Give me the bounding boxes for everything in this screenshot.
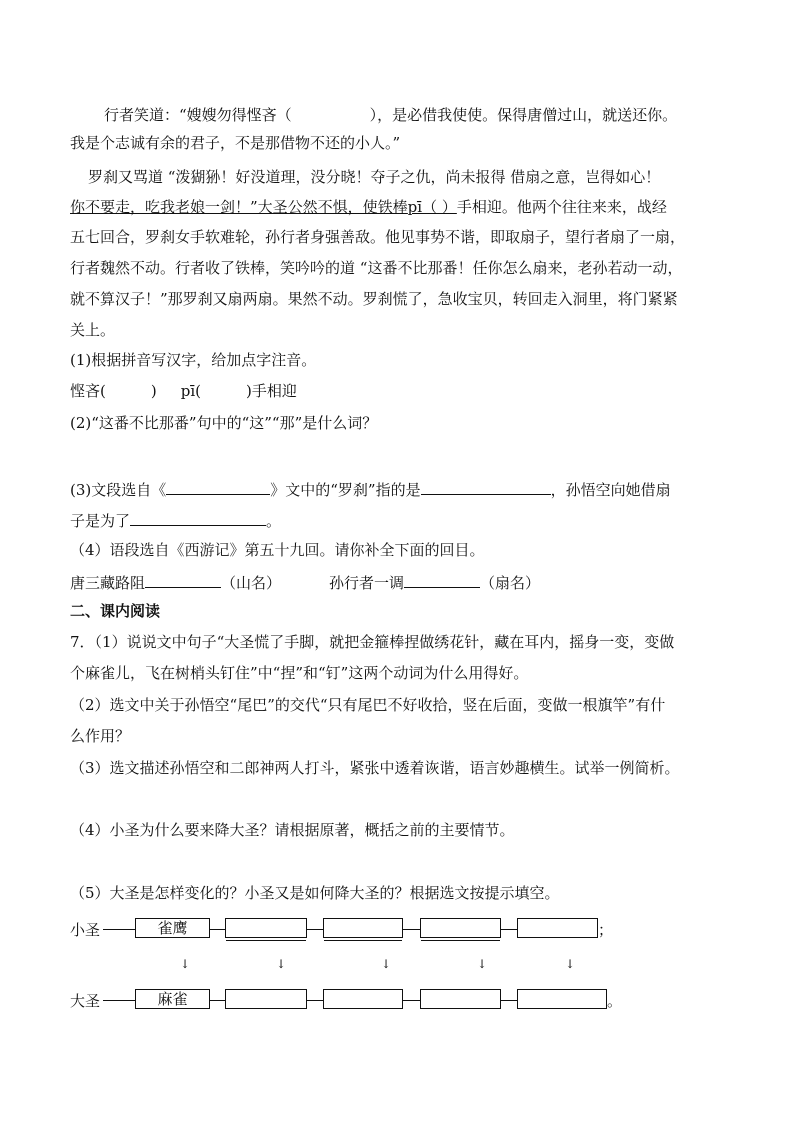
passage-line-8: 关上。 <box>70 321 116 339</box>
passage-line-4 <box>70 197 667 217</box>
section-heading: 二、课内阅读 <box>70 602 161 620</box>
passage-line-1 <box>104 103 677 125</box>
question-text: 唐三藏路阻 <box>70 574 146 592</box>
question-4: （4）语段选自《西游记》第五十九回。请你补全下面的回目。 <box>70 541 485 559</box>
question-7-4: （4）小圣为什么要来降大圣？请根据原著，概括之前的主要情节。 <box>70 821 515 839</box>
pinyin-blank[interactable]: pī（ ） <box>407 198 457 216</box>
down-arrow-icon: ↓ <box>477 957 488 971</box>
connector-line <box>403 1000 420 1001</box>
row1-box-4[interactable] <box>420 918 501 938</box>
row2-label: 大圣 <box>70 992 101 1010</box>
question-text: (3)文段选自《 <box>70 481 167 499</box>
question-7-1-line-1: 7．（1）说说文中句子“大圣慌了手脚，就把金箍棒捏做绣花针，藏在耳内，摇身一变，变做 <box>70 633 675 651</box>
row1-label: 小圣 <box>70 921 101 939</box>
question-7-5: （5）大圣是怎样变化的？小圣又是如何降大圣的？根据选文按提示填空。 <box>70 884 560 902</box>
passage-line-7: 就不算汉子！”那罗刹又扇两扇。果然不动。罗刹慌了，急收宝贝，转回走入洞里，将门紧紧 <box>70 290 678 308</box>
question-7-3: （3）选文描述孙悟空和二郎神两人打斗，紧张中透着诙谐，语言妙趣横生。试举一例简析。 <box>70 759 680 777</box>
question-2: (2)“这番不比那番”句中的“这”“那”是什么词？ <box>70 414 378 432</box>
row2-box-1: 麻雀 <box>135 989 210 1009</box>
question-text: （扇名） <box>480 574 541 592</box>
question-1: (1)根据拼音写汉字，给加点字注音。 <box>70 351 317 369</box>
passage-text: 行者笑道：“嫂嫂勿得悭吝（ <box>104 106 292 124</box>
underlined-text: 你不要走，吃我老娘一剑！”大圣公然不惧，使铁棒 <box>70 198 408 216</box>
row1-box-1: 雀鹰 <box>135 918 210 938</box>
down-arrow-icon: ↓ <box>381 957 392 971</box>
question-7-2-line-1: （2）选文中关于孙悟空“尾巴”的交代“只有尾巴不好收拾，竖在后面，变做一根旗竿”有什 <box>70 696 666 714</box>
row1-box-3[interactable] <box>323 918 403 938</box>
connector-line <box>103 1000 135 1001</box>
row2-end: 。 <box>607 992 623 1010</box>
answer-blank[interactable] <box>166 478 270 495</box>
connector-line <box>103 929 135 930</box>
passage-line-3: 罗刹又骂道 “泼猢狲！好没道理，没分晓！夺子之仇，尚未报得 借扇之意，岂得如心！ <box>88 168 661 186</box>
question-text: 》文中的“罗刹”指的是 <box>270 481 421 499</box>
connector-line <box>403 929 420 930</box>
passage-text: ），是必借我使使。保得唐僧过山，就送还你。 <box>369 106 678 124</box>
down-arrow-icon: ↓ <box>276 957 287 971</box>
passage-line-2: 我是个志诚有余的君子，不是那借物不还的小人。” <box>70 134 401 152</box>
question-text: （山名） <box>221 574 282 592</box>
passage-line-6: 行者魏然不动。行者收了铁棒，笑吟吟的道 “这番不比那番！任你怎么扇来，老孙若动一动， <box>70 259 683 277</box>
question-1-items <box>70 381 297 401</box>
row2-box-2[interactable] <box>225 989 307 1009</box>
item-pi[interactable]: pī( )手相迎 <box>180 382 297 400</box>
connector-line <box>307 1000 323 1001</box>
question-text: 子是为了 <box>70 512 131 530</box>
passage-line-5: 五七回合，罗刹女手软难轮，孙行者身强善敌。他见事势不谐，即取扇子，望行者扇了一扇， <box>70 228 686 246</box>
row1-end: ； <box>598 921 614 939</box>
question-7-2-line-2: 么作用？ <box>70 727 131 745</box>
question-7-1-line-2: 个麻雀儿，飞在树梢头钉住”中“捏”和“钉”这两个动词为什么用得好。 <box>70 664 529 682</box>
question-text: 孙行者一调 <box>329 574 405 592</box>
answer-blank[interactable] <box>145 571 221 588</box>
connector-line <box>307 929 323 930</box>
down-arrow-icon: ↓ <box>565 957 576 971</box>
answer-blank[interactable] <box>404 571 480 588</box>
row1-box-2[interactable] <box>225 918 307 938</box>
question-4-items <box>70 571 540 593</box>
connector-line <box>501 929 517 930</box>
question-3-line-1 <box>70 478 671 500</box>
question-text: ，孙悟空向她借扇 <box>550 481 671 499</box>
item-qianlin[interactable]: 悭吝( ) <box>70 382 157 400</box>
down-arrow-icon: ↓ <box>180 957 191 971</box>
row1-box-5[interactable] <box>517 918 598 938</box>
row2-box-5[interactable] <box>517 989 607 1009</box>
question-text: 。 <box>266 512 282 530</box>
row2-box-3[interactable] <box>323 989 403 1009</box>
connector-line <box>210 929 225 930</box>
question-3-line-2 <box>70 509 281 531</box>
passage-text: 手相迎。他两个往往来来，战经 <box>456 198 667 216</box>
connector-line <box>501 1000 517 1001</box>
connector-line <box>210 1000 225 1001</box>
row2-box-4[interactable] <box>420 989 501 1009</box>
answer-blank[interactable] <box>130 509 266 526</box>
answer-blank[interactable] <box>421 478 551 495</box>
